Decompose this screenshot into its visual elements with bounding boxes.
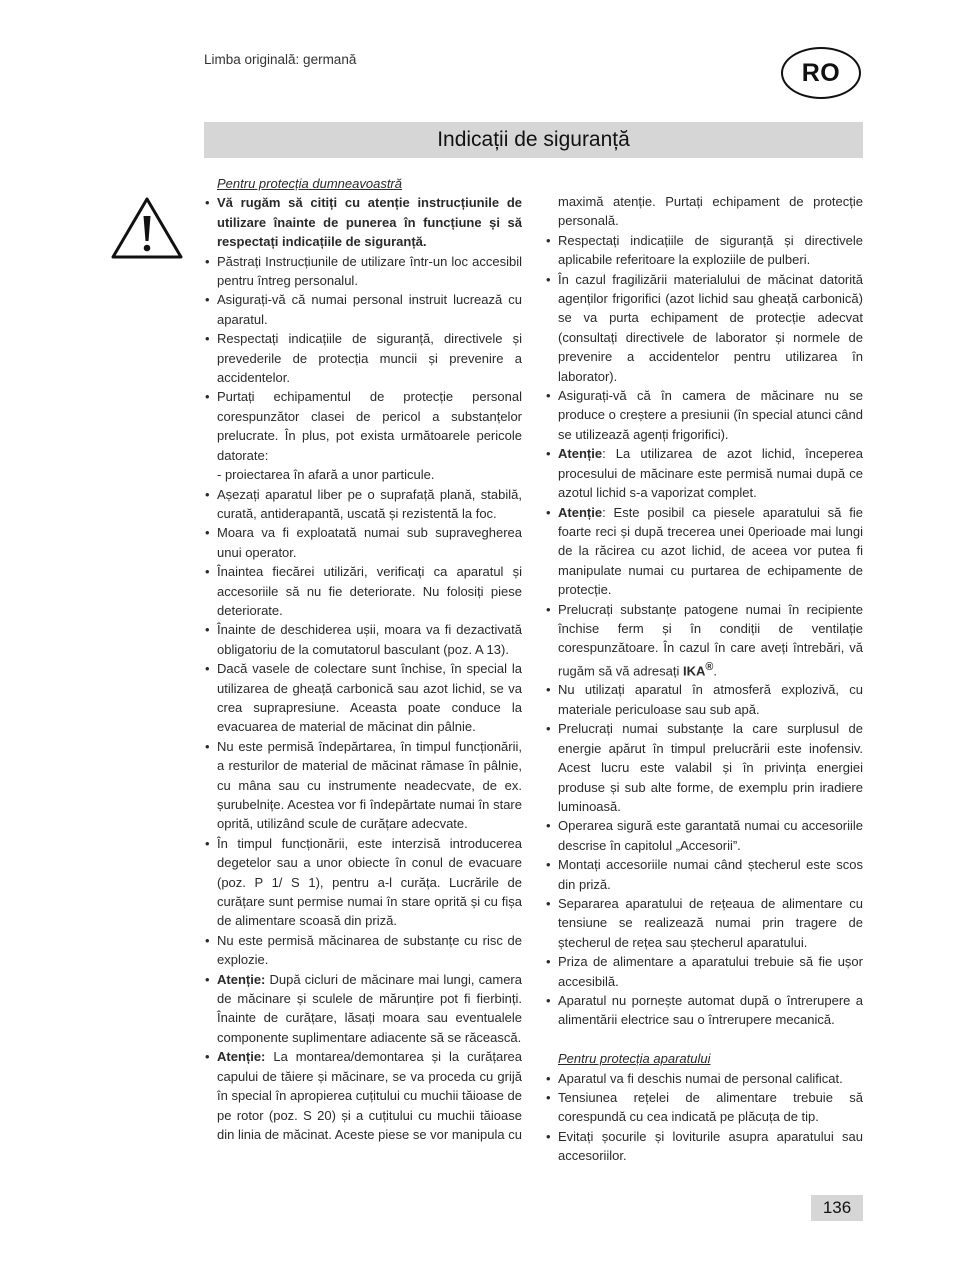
safety-list-item [558,192,863,231]
safety-list-item [558,855,863,894]
item-text: Prelucrați substanțe patogene numai în recipiente închise ferm și în condiții de ventilație corespunzătoare. În cazul în care aveți întrebări, vă rugăm să vă adresați [558,601,863,679]
safety-list-item [558,444,863,502]
item-text: În cazul fragilizării materialului de măcinat datorită agenților frigorifici (azot lichid sau gheață carbonică) se va purta echipament de protecție adecvat (consultați directivele de laborator și normele de prevenire a accidentelor pentru utilizarea în laborator). [558,271,863,384]
item-text: Înainte de deschiderea ușii, moara va fi dezactivată obligatoriu de la comutatorul basculant (poz. A 13). [217,622,522,657]
item-text: Respectați indicațiile de siguranță, directivele și prevederile de protecția muncii și prevenire a accidentelor. [217,331,522,386]
item-text: Așezați aparatul liber pe o suprafață plană, stabilă, curată, antiderapantă, uscată și rezistentă la foc. [217,486,522,521]
item-text: Aparatul va fi deschis numai de personal calificat. [558,1070,843,1086]
safety-list-item [217,465,522,484]
safety-list-item [217,931,522,970]
item-text: Nu utilizați aparatul în atmosferă explozivă, cu materiale periculoase sau sub apă. [558,682,863,717]
item-text: Purtați echipamentul de protecție personal corespunzător clasei de pericol a substanțelor prelucrate. În plus, pot exista următoarele pericole datorate: [217,389,522,463]
item-text: - proiectarea în afară a unor particule. [217,467,435,483]
safety-list-item [558,952,863,991]
item-text: Separarea aparatului de rețeaua de alimentare cu tensiune se realizează numai prin tragere de ștecherul de rețea sau ștecherul aparatului. [558,895,863,950]
item-text: Vă rugăm să citiți cu atenție instrucțiunile de utilizare înainte de punerea în funcțiune și să respectați indicațiile de siguranță. [217,195,522,250]
safety-list-item [558,816,863,855]
safety-list-item [217,970,522,1048]
page-title: Indicații de siguranță [204,122,863,158]
right-items [558,192,863,1030]
item-tail: . [713,663,718,679]
safety-list-item [558,894,863,952]
item-text: În timpul funcționării, este interzisă introducerea degetelor sau a unor obiecte în conul de evacuare (poz. P 1/ S 1), pentru a-l curăța. Lucrările de curățare sunt permise numai în stare oprită și cu fișa de alimentare scoasă din priză. [217,835,522,929]
item-text: Tensiunea rețelei de alimentare trebuie să corespundă cu cea indicată pe plăcuța de tip. [558,1090,863,1125]
item-text: Montați accesoriile numai când ștecherul este scos din priză. [558,857,863,892]
item-text: La montarea/demontarea și la curățarea capului de tăiere și măcinare, se va proceda cu grijă în special în apropierea cuțitului cu muchii tăioase de pe rotor (poz. S 20) și a cuțitului cu muchii tăioase din linia de măcinat. Aceste piese se vor manipula cu [217,1049,522,1142]
safety-list-item [558,991,863,1030]
item-text: Nu este permisă îndepărtarea, în timpul funcționării, a resturilor de material de măcinat rămase în pâlnie, cu mâna sau cu instrumente neadecvate, de ex. șurubelnițe. Acestea vor fi îndepărtate numai în stare oprită, utilizând scule de curățare adecvate. [217,738,522,832]
item-text: Dacă vasele de colectare sunt închise, în special la utilizarea de gheață carbonică sau azot lichid, se va crea suprapresiune. Aceasta poate conduce la evacuarea de material de măcinat din pâlnie. [217,661,522,735]
attention-label: Atenție [558,504,603,520]
item-text: Păstrați Instrucțiunile de utilizare într-un loc accesibil pentru întreg personalul. [217,253,522,289]
safety-list-item [558,1069,863,1088]
left-items [217,193,522,1144]
item-text: Asigurați-vă că în camera de măcinare nu se produce o creștere a presiunii (în special atunci când se utilizează agenți frigorifici). [558,388,863,442]
item-text: Nu este permisă măcinarea de substanțe cu risc de explozie. [217,932,522,968]
safety-list-item [558,719,863,816]
safety-list-item [217,659,522,737]
spacer [558,1030,863,1049]
warning-icon [110,196,184,260]
safety-list-item [217,290,522,329]
safety-list-item [217,193,522,251]
safety-list-item [217,1047,522,1144]
safety-list-item [558,231,863,270]
item-text: maximă atenție. Purtați echipament de protecție personală. [558,194,863,229]
safety-list-item [217,620,522,659]
safety-list-item [217,523,522,562]
item-text: Priza de alimentare a aparatului trebuie să fie ușor accesibilă. [558,954,863,989]
safety-list-item [217,329,522,387]
safety-list-item [217,562,522,620]
safety-list-item [558,503,863,600]
item-text: : La utilizarea de azot lichid, începerea procesului de măcinare este permisă numai după ce azotul lichid s-a vaporizat complet. [558,446,863,501]
item-text: Evitați șocurile și loviturile asupra aparatului sau accesoriilor. [558,1128,863,1164]
registered-mark: ® [705,660,714,673]
right-column [558,192,863,1166]
safety-list-item [217,387,522,465]
safety-list-item [558,600,863,681]
page-number: 136 [811,1195,863,1221]
attention-label: Atenție [558,446,603,462]
item-text: Prelucrați numai substanțe la care surplusul de energie apărut în timpul prelucrării este inofensiv. Acest lucru este valabil și în privința energiei produse și sub alte forme, de exemplu prin iradiere luminoasă. [558,721,863,814]
item-text: Asigurați-vă că numai personal instruit lucrează cu aparatul. [217,292,522,327]
item-text: Înaintea fiecărei utilizări, verificați ca aparatul și accesoriile să nu fie deteriorate. Nu folosiți piese deteriorate. [217,564,522,618]
section-heading-personal-protection: Pentru protecția dumneavoastră [217,176,402,191]
left-column [217,174,522,1144]
brand-name: IKA [683,663,706,679]
safety-list-item [558,270,863,386]
safety-list-item [217,737,522,834]
safety-list-item [217,252,522,291]
language-badge: RO [781,47,861,99]
attention-label: Atenție: [217,971,266,987]
safety-list-item [217,485,522,524]
item-text: Respectați indicațiile de siguranță și directivele aplicabile referitoare la exploziile de pulberi. [558,232,863,268]
safety-list-item [558,386,863,444]
safety-list-item [558,1127,863,1166]
right-items-2 [558,1069,863,1166]
section-heading-device-protection: Pentru protecția aparatului [558,1051,711,1067]
safety-list-item [558,1088,863,1127]
item-text: : Este posibil ca piesele aparatului să fie foarte reci și după trecerea unei 0perioade mai lungi de la răcirea cu azot lichid, de aceea vor putea fi manipulate numai cu purtarea de echipamente de protecție. [558,504,863,598]
item-text: După cicluri de măcinare mai lungi, camera de măcinare și sculele de mărunțire pot fi fierbinți. Înainte de curățare, lăsați moara sau eventualele componente suplimentare adiacente să se răcească. [217,971,522,1045]
item-text: Aparatul nu pornește automat după o întrerupere a alimentării electrice sau o întrerupere mecanică. [558,992,863,1028]
original-language-note: Limba originală: germană [204,52,357,67]
safety-list-item [217,834,522,931]
safety-list-item [558,680,863,719]
attention-label: Atenție: [217,1049,266,1065]
item-text: Operarea sigură este garantată numai cu accesoriile descrise în capitolul „Accesorii”. [558,818,863,853]
item-text: Moara va fi exploatată numai sub supravegherea unui operator. [217,525,522,560]
